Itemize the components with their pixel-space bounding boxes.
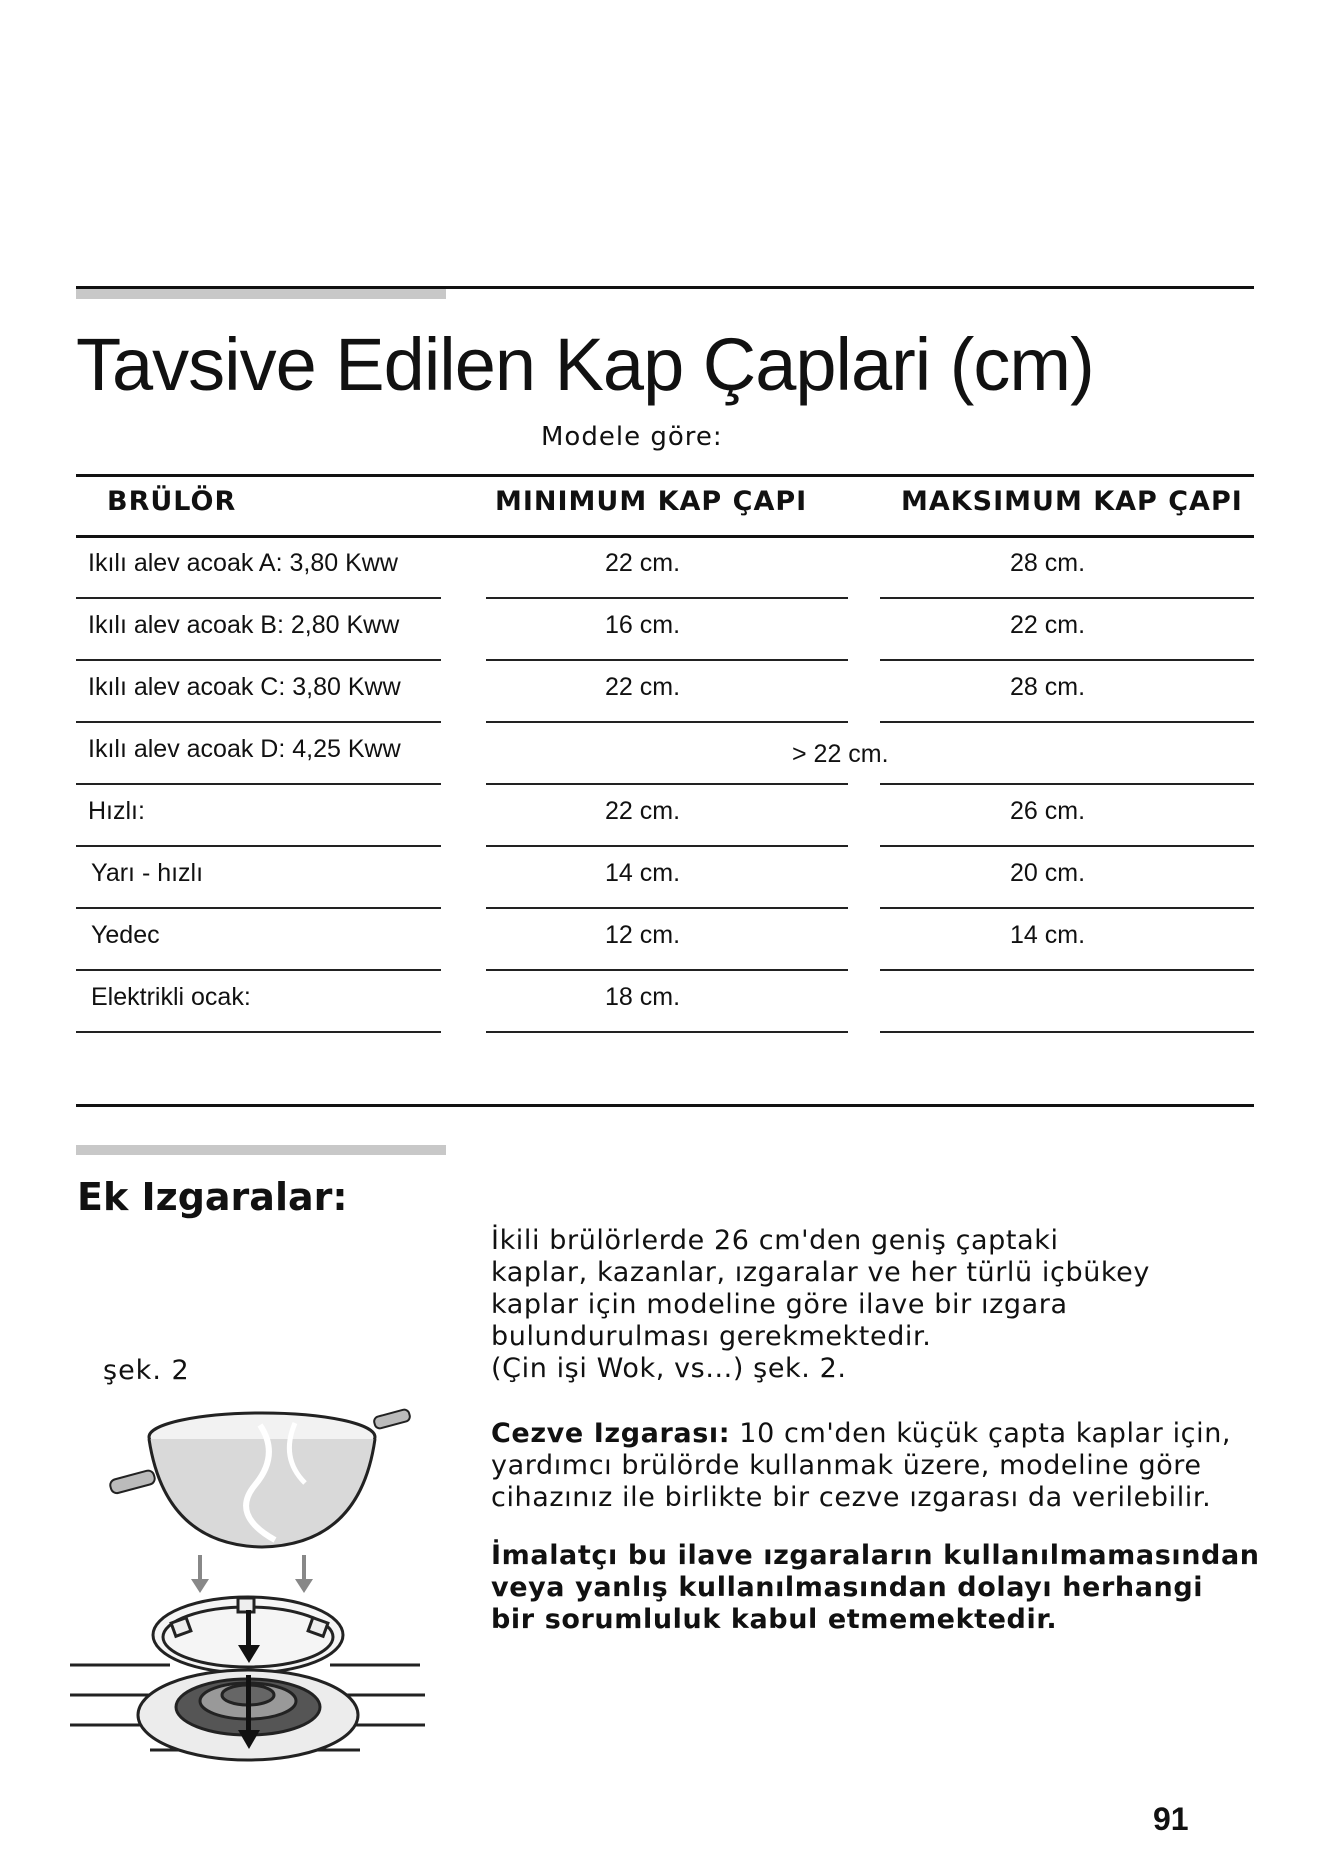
table-cell-min: 22 cm.: [605, 673, 681, 701]
table-row-rule-max: [880, 907, 1254, 909]
paragraph-line: bulundurulması gerekmektedir.: [491, 1321, 932, 1352]
paragraph-wok: [491, 1225, 1150, 1385]
table-cell-burner: Ikılı alev acoak D: 4,25 Kww: [88, 735, 401, 763]
cezve-label: Cezve Izgarası:: [491, 1418, 731, 1449]
table-cell-max: 20 cm.: [1010, 859, 1086, 887]
table-cell-max: 14 cm.: [1010, 921, 1086, 949]
table-row-rule-max: [880, 783, 1254, 785]
table-cell-min: 18 cm.: [605, 983, 681, 1011]
table-cell-min: 22 cm.: [605, 797, 681, 825]
table-row-rule-burner: [76, 907, 441, 909]
table-row-rule-max: [880, 969, 1254, 971]
column-header-max: MAKSIMUM KAP ÇAPI: [901, 486, 1243, 517]
column-header-burner: BRÜLÖR: [107, 486, 237, 517]
paragraph-line: kaplar için modeline göre ilave bir ızgara: [491, 1289, 1068, 1320]
column-header-min: MINIMUM KAP ÇAPI: [495, 486, 808, 517]
table-cell-burner: Ikılı alev acoak C: 3,80 Kww: [88, 673, 401, 701]
table-cell-min: 14 cm.: [605, 859, 681, 887]
section-grey-bar: [76, 1145, 446, 1155]
table-row-rule-burner: [76, 969, 441, 971]
table-row-rule-min: [486, 783, 848, 785]
table-row-rule-burner: [76, 597, 441, 599]
paragraph-line: 10 cm'den küçük çapta kaplar için,: [730, 1418, 1232, 1449]
table-row-rule-burner: [76, 783, 441, 785]
paragraph-line: İmalatçı bu ilave ızgaraların kullanılmamasından: [491, 1540, 1260, 1571]
paragraph-line: bir sorumluluk kabul etmemektedir.: [491, 1604, 1058, 1635]
table-cell-span: > 22 cm.: [792, 740, 889, 768]
paragraph-line: kaplar, kazanlar, ızgaralar ve her türlü içbükey: [491, 1257, 1150, 1288]
paragraph-disclaimer: [491, 1540, 1260, 1636]
table-bottom-rule: [76, 1104, 1254, 1107]
paragraph-line: veya yanlış kullanılmasından dolayı herhangi: [491, 1572, 1204, 1603]
table-cell-min: 12 cm.: [605, 921, 681, 949]
table-cell-max: 26 cm.: [1010, 797, 1086, 825]
table-cell-max: 28 cm.: [1010, 673, 1086, 701]
section-title: Ek Izgaralar:: [77, 1175, 348, 1219]
table-row-rule-burner: [76, 721, 441, 723]
table-cell-min: 16 cm.: [605, 611, 681, 639]
page-subtitle: Modele göre:: [541, 422, 723, 452]
table-top-rule: [76, 474, 1254, 477]
table-row-rule-min: [486, 1031, 848, 1033]
table-cell-max: 28 cm.: [1010, 549, 1086, 577]
table-cell-burner: Ikılı alev acoak B: 2,80 Kww: [88, 611, 400, 639]
table-row-rule-max: [880, 845, 1254, 847]
paragraph-line: İkili brülörlerde 26 cm'den geniş çaptaki: [491, 1225, 1059, 1256]
paragraph-line: yardımcı brülörde kullanmak üzere, modeline göre: [491, 1450, 1202, 1481]
figure-label: şek. 2: [103, 1355, 190, 1386]
table-row-rule-min: [486, 969, 848, 971]
header-grey-bar: [76, 289, 446, 299]
table-row-rule-burner: [76, 1031, 441, 1033]
table-cell-min: 22 cm.: [605, 549, 681, 577]
paragraph-line: cihazınız ile birlikte bir cezve ızgarası da verilebilir.: [491, 1482, 1212, 1513]
paragraph-line: (Çin işi Wok, vs...) şek. 2.: [491, 1353, 847, 1384]
table-cell-burner: Elektrikli ocak:: [91, 983, 251, 1011]
header-rule: [76, 286, 1254, 289]
table-cell-max: 22 cm.: [1010, 611, 1086, 639]
wok-ring-illustration: [70, 1395, 440, 1775]
table-row-rule-min: [486, 907, 848, 909]
table-row-rule-min: [486, 597, 848, 599]
table-row-rule-max: [880, 721, 1254, 723]
arrow-icons: [191, 1555, 313, 1593]
table-cell-burner: Hızlı:: [88, 797, 145, 825]
table-row-rule-min: [486, 659, 848, 661]
table-row-rule-max: [880, 1031, 1254, 1033]
table-row-rule-burner: [76, 659, 441, 661]
page-number: 91: [1153, 1801, 1189, 1837]
paragraph-cezve: [491, 1418, 1231, 1514]
table-cell-burner: Yarı - hızlı: [91, 859, 204, 887]
table-row-rule-max: [880, 659, 1254, 661]
table-header-rule: [76, 535, 1254, 538]
table-cell-burner: Ikılı alev acoak A: 3,80 Kww: [88, 549, 398, 577]
page-title: Tavsive Edilen Kap Çaplari (cm): [76, 323, 1094, 406]
table-row-rule-max: [880, 597, 1254, 599]
table-row-rule-min: [486, 845, 848, 847]
wok-pan-icon: [109, 1409, 411, 1547]
table-row-rule-burner: [76, 845, 441, 847]
table-cell-burner: Yedec: [91, 921, 160, 949]
table-row-rule-min: [486, 721, 848, 723]
